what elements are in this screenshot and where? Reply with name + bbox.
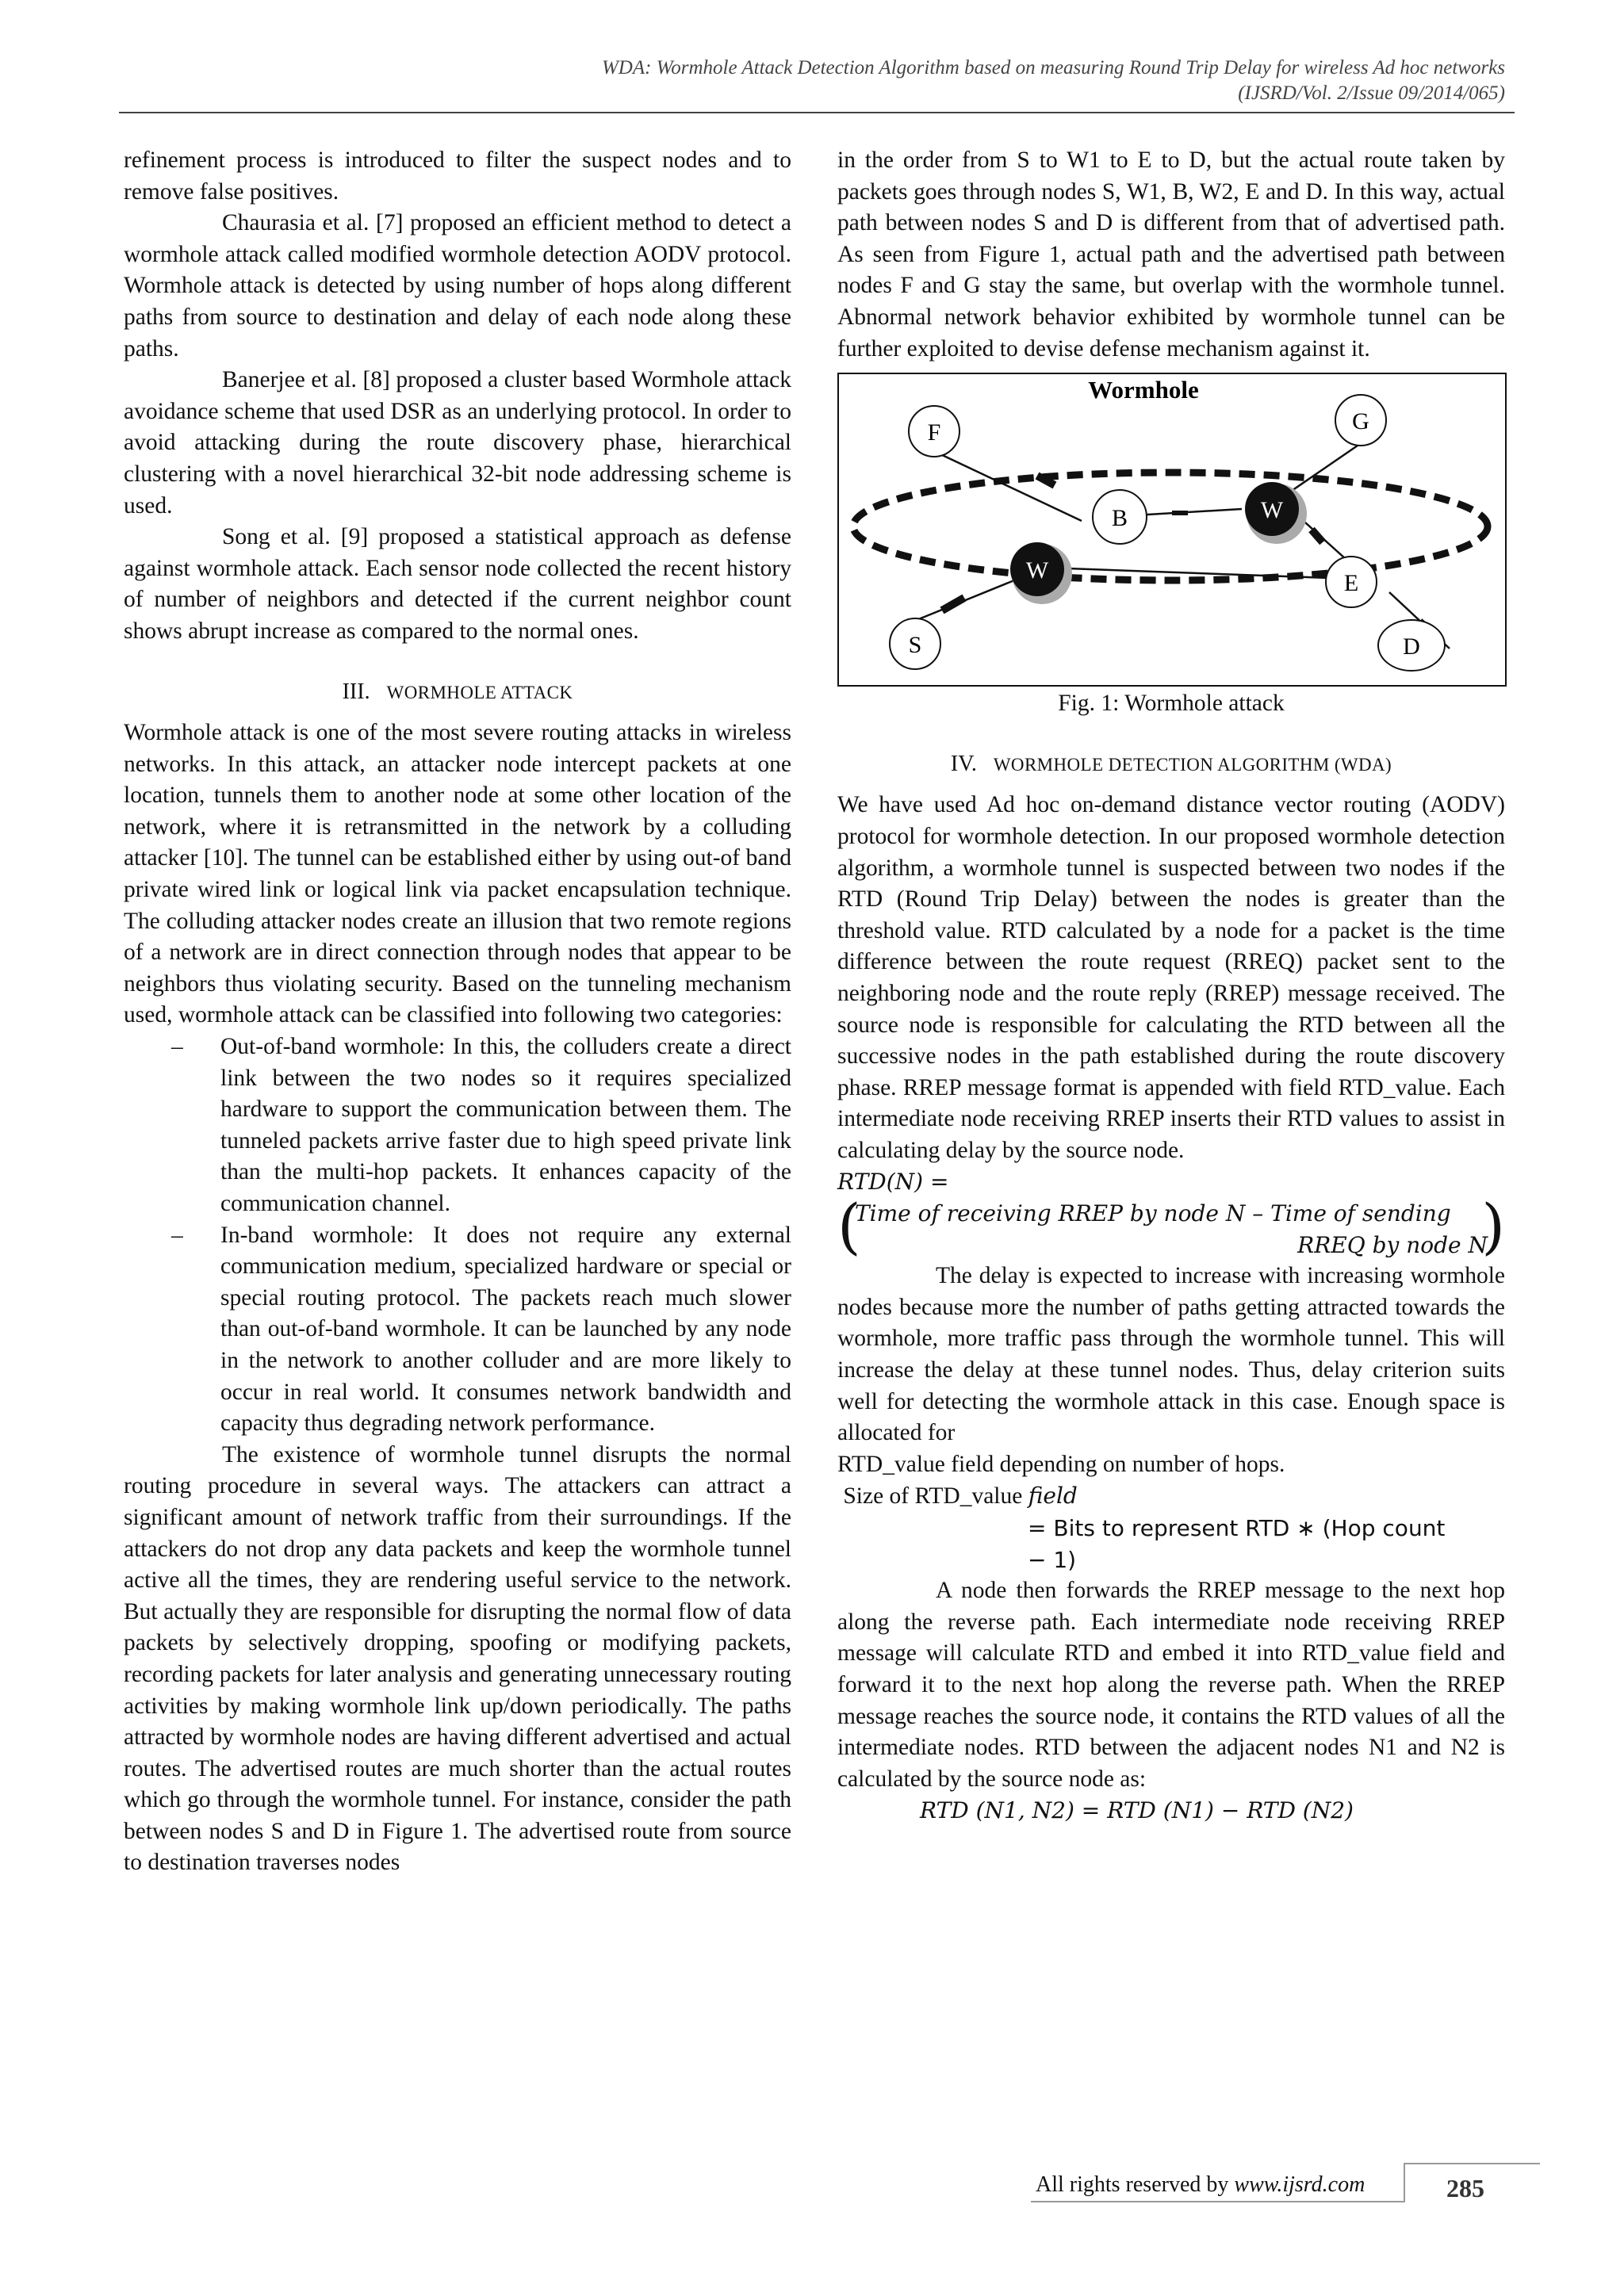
paragraph: Chaurasia et al. [7] proposed an efficient method to detect a wormhole attack called modified wormhole detection AODV protocol. Wormhole attack is detected by using number of hops along different paths from source to destination and delay of each node along these paths. xyxy=(124,210,791,362)
list-item-text: Out-of-band wormhole: In this, the colluders create a direct link between the two nodes so it requires specialized hardware to support the communication between them. The tunneled packets arrive faster due to high speed private link than the multi-hop packets. It enhances capacity of the communication channel. xyxy=(220,1034,791,1216)
size-field-italic: field xyxy=(1028,1483,1078,1510)
footer-rule xyxy=(1031,2201,1404,2202)
section-number: III. xyxy=(342,679,370,704)
section-heading-4 xyxy=(837,748,1505,781)
paragraph: Song et al. [9] proposed a statistical approach as defense against wormhole attack. Each sensor node collected the recent history of number of neighbors and detected if the current neighbor count shows abrupt increase as compared to the normal ones. xyxy=(124,524,791,644)
node-label-G: G xyxy=(1352,408,1369,435)
paragraph: Banerjee et al. [8] proposed a cluster based Wormhole attack avoidance scheme that used DSR as an underlying protocol. In order to avoid attacking during the route discovery phase, hierarchical clustering with a novel hierarchical 32-bit node addressing scheme is used. xyxy=(124,367,791,519)
size-label: Size of RTD_value xyxy=(843,1483,1023,1510)
size-equation-rhs xyxy=(837,1513,1505,1575)
link-dash-marker xyxy=(1312,530,1323,542)
equation-line: − 1) xyxy=(1028,1546,1077,1573)
paren-right: ) xyxy=(1481,1191,1505,1262)
paragraph: in the order from S to W1 to E to D, but the actual route taken by packets goes through nodes S, W1, B, W2, E and D. In this way, actual path between nodes S and D is different from that of advertised path. As seen from Figure 1, actual path and the advertised path between nodes F and G stay the same, but overlap with the wormhole tunnel. Abnormal network behavior exhibited by wormhole tunnel can be further exploited to devise defense mechanism against it. xyxy=(837,147,1505,362)
link-S-W xyxy=(917,579,1018,620)
wormhole-diagram xyxy=(839,374,1505,685)
node-label-W-bottom: W xyxy=(1025,557,1049,584)
figure-caption: Fig. 1: Wormhole attack xyxy=(1058,691,1285,717)
right-column xyxy=(837,145,1505,1827)
footer-rights xyxy=(1036,2172,1365,2198)
equation-rtd-lhs: RTD(N) = xyxy=(837,1169,949,1196)
dash-bullet: – xyxy=(171,1222,183,1248)
size-equation xyxy=(837,1480,1505,1513)
section-number: IV. xyxy=(950,751,977,776)
paragraph: The existence of wormhole tunnel disrupts the normal routing procedure in several ways. The attackers can attract a significant amount of network traffic from their surroundings. If the attackers do not drop any data packets and keep the wormhole tunnel active all the times, they are rendering useful service to the network. But actually they are responsible for disrupting the normal flow of data packets by selectively dropping, spoofing or modifying packets, recording packets for later analysis and generating unnecessary routing activities by making wormhole link up/down periodically. The paths attracted by wormhole nodes are having different advertised and actual routes. The advertised routes are much shorter than the actual routes which go through the wormhole tunnel. For instance, consider the path between nodes S and D in Figure 1. The advertised route from source to destination traverses nodes xyxy=(124,1441,791,1876)
wormhole-tunnel-ellipse xyxy=(853,473,1488,580)
node-label-W-top: W xyxy=(1260,497,1284,524)
header-issue: (IJSRD/Vol. 2/Issue 09/2014/065) xyxy=(1238,82,1505,104)
header-title: WDA: Wormhole Attack Detection Algorithm based on measuring Round Trip Delay for wireless Ad hoc networks xyxy=(601,57,1505,78)
header-rule xyxy=(119,112,1515,113)
node-label-B: B xyxy=(1111,505,1128,532)
paragraph: The delay is expected to increase with increasing wormhole nodes because more the number of paths getting attracted towards the wormhole, more traffic pass through the wormhole tunnel. This will increase the delay at these tunnel nodes. Thus, delay criterion suits well for detecting the wormhole attack in this case. Enough space is allocated for xyxy=(837,1263,1505,1446)
section-title: WORMHOLE DETECTION ALGORITHM (WDA) xyxy=(993,754,1392,775)
equation-line: Time of receiving RREP by node N – Time of sending xyxy=(855,1200,1451,1227)
list-item xyxy=(124,1031,791,1220)
node-label-E: E xyxy=(1343,570,1359,597)
footer-rights-text: All rights reserved by xyxy=(1036,2172,1229,2197)
paragraph: We have used Ad hoc on-demand distance vector routing (AODV) protocol for wormhole detection. In our proposed wormhole detection algorithm, a wormhole tunnel is suspected between two nodes if the RTD (Round Trip Delay) between the nodes is greater than the threshold value. RTD calculated by a node for a packet is the time difference between the route request (RREQ) packet sent to the neighboring node and the route reply (RREP) message received. The source node is responsible for calculating the RTD between all the successive nodes in the path established during the route discovery phase. RREP message format is appended with field RTD_value. Each intermediate node receiving RREP inserts their RTD values to assist in calculating delay by the source node. xyxy=(837,792,1505,1163)
paragraph: Wormhole attack is one of the most severe routing attacks in wireless networks. In this attack, an attacker node intercept packets at one location, tunnels them to another node at some other location of the network, where it is retransmitted in the network by a colluding attacker [10]. The tunnel can be established either by using out-of band private wired link or logical link via packet encapsulation technique. The colluding attacker nodes create an illusion that two remote regions of a network are in direct connection through nodes that appear to be neighbors thus violating security. Based on the tunneling mechanism used, wormhole attack can be classified into following two categories: xyxy=(124,720,791,1028)
dash-bullet: – xyxy=(171,1034,183,1060)
list-item xyxy=(124,1220,791,1440)
list-item-text: In-band wormhole: It does not require any external communication medium, specialized hardware or special or special routing protocol. The packets reach much slower than out-of-band wormhole. It can be launched by any node in the network to another colluder and are more likely to occur in real world. It consumes network bandwidth and capacity thus degrading network performance. xyxy=(220,1222,791,1437)
equation-line: = Bits to represent RTD ∗ (Hop count xyxy=(1028,1515,1446,1541)
paragraph: RTD_value field depending on number of hops. xyxy=(837,1451,1285,1477)
footer-website: www.ijsrd.com xyxy=(1234,2172,1365,2197)
node-label-D: D xyxy=(1403,633,1420,660)
left-column xyxy=(124,145,791,1879)
running-header xyxy=(602,55,1505,106)
figure-title: Wormhole xyxy=(1088,376,1199,404)
equation-rtd-n1-n2: RTD (N1, N2) = RTD (N1) − RTD (N2) xyxy=(920,1797,1354,1824)
link-dash-marker xyxy=(942,598,964,610)
paragraph: refinement process is introduced to filter the suspect nodes and to remove false positives. xyxy=(124,147,791,205)
equation-line: RREQ by node N xyxy=(1297,1231,1488,1258)
paragraph: A node then forwards the RREP message to the next hop along the reverse path. Each intermediate node receiving RREP message will calculate RTD and embed it into RTD_value field and forward it to the next hop along the reverse path. When the RREP message reaches the source node, it contains the RTD values of all the intermediate nodes. RTD between the adjacent nodes N1 and N2 is calculated by the source node as: xyxy=(837,1578,1505,1792)
node-label-F: F xyxy=(927,419,941,446)
equation-rtd-rhs xyxy=(837,1191,1505,1262)
paren-left: ( xyxy=(837,1191,861,1262)
page-number: 285 xyxy=(1446,2174,1484,2202)
section-title: WORMHOLE ATTACK xyxy=(386,682,573,702)
section-heading-3 xyxy=(124,676,791,709)
node-label-S: S xyxy=(908,632,922,659)
wormhole-figure xyxy=(837,373,1507,687)
